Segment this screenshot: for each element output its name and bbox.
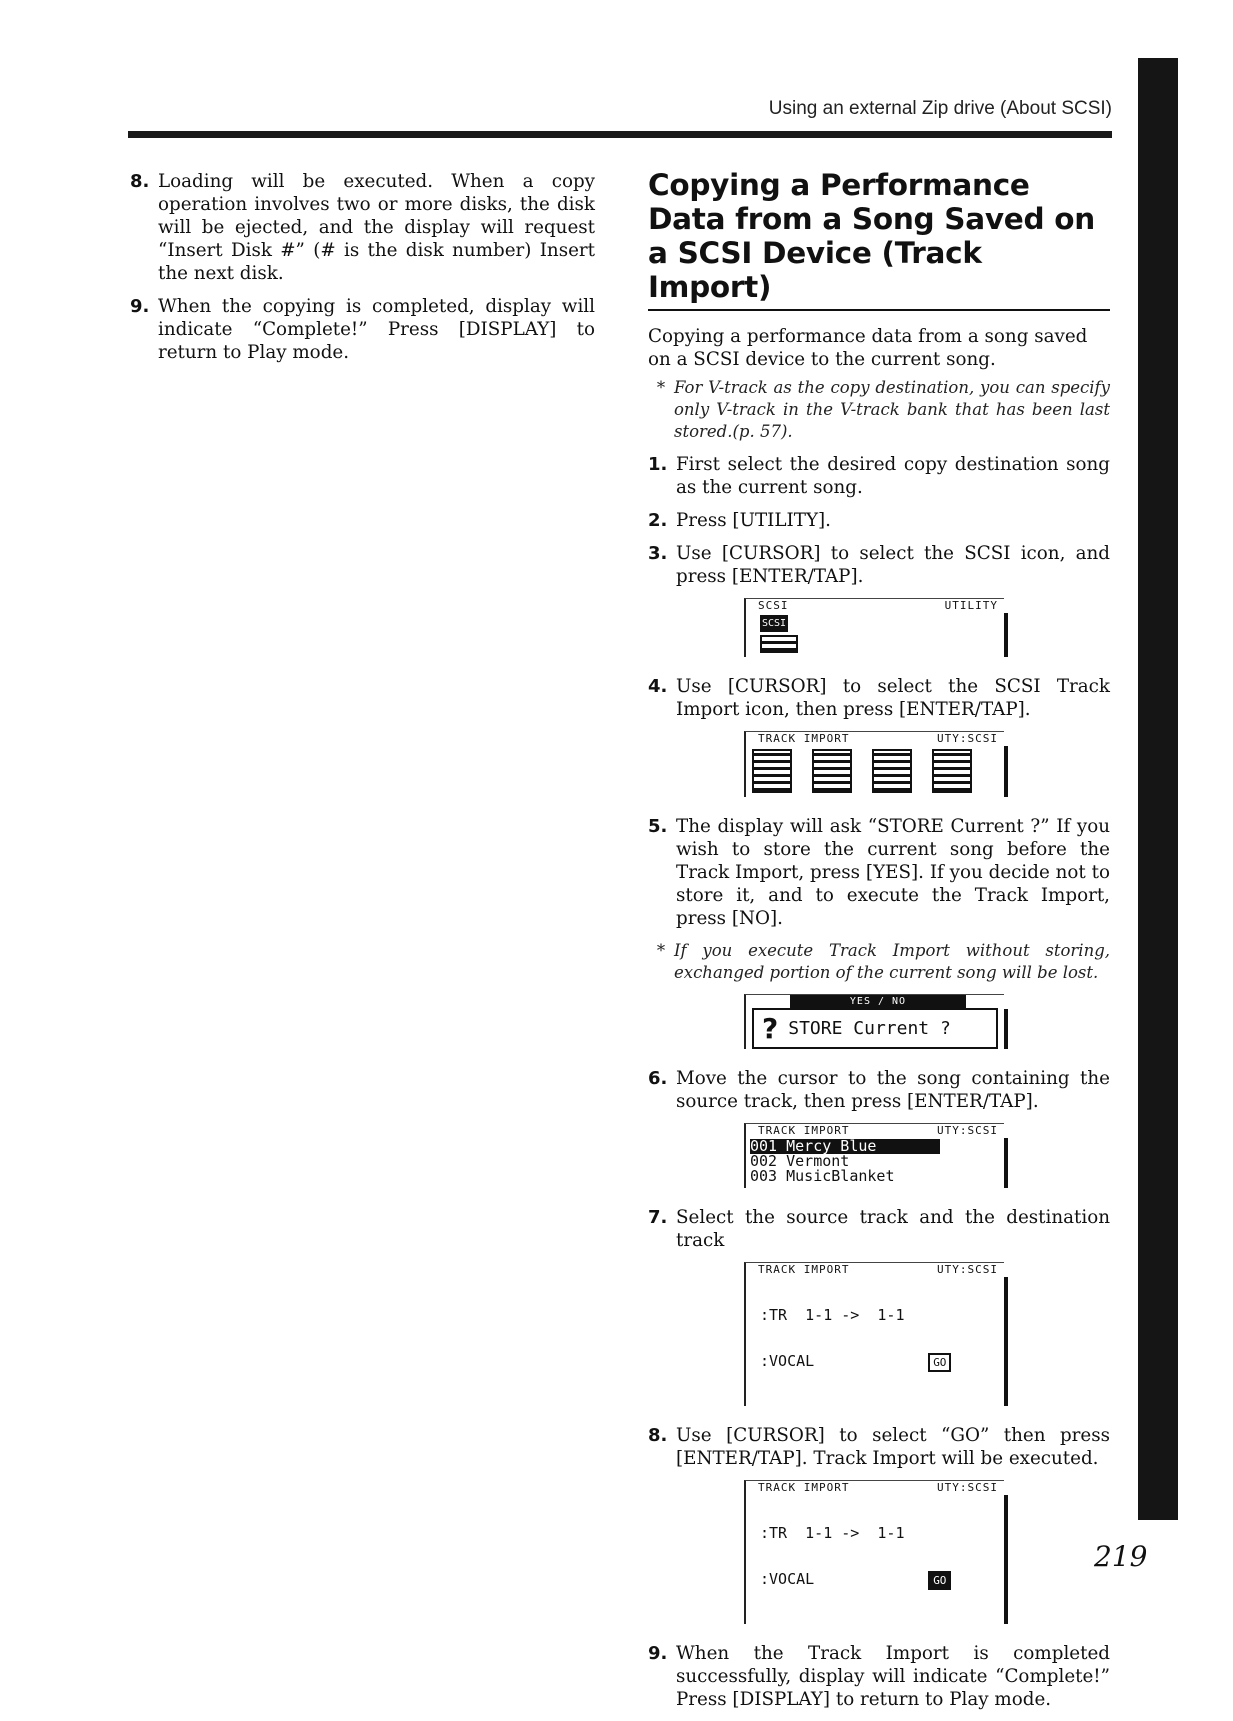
step-text: Use [CURSOR] to select the SCSI Track Import icon, then press [ENTER/TAP].	[676, 676, 1110, 720]
scsi-icon: SCSI	[760, 615, 788, 632]
page-edge-bar	[1138, 58, 1178, 1520]
step-text: When the copying is completed, display will indicate “Complete!” Press [DISPLAY] to return to Play mode.	[158, 296, 595, 363]
section-intro: Copying a performance data from a song saved on a SCSI device to the current song.	[648, 326, 1088, 370]
store-dialog-box	[752, 1008, 998, 1049]
lcd-right-label: UTY:SCSI	[937, 1263, 998, 1276]
asterisk-icon: *	[656, 378, 666, 397]
lcd-header	[746, 732, 1004, 745]
song-row	[750, 1169, 996, 1184]
note-vtrack	[648, 377, 1110, 443]
step-text: Select the source track and the destination track	[676, 1207, 1110, 1251]
lcd-header	[746, 599, 1004, 612]
step-text: Use [CURSOR] to select “GO” then press [ENTER/TAP]. Track Import will be executed.	[676, 1425, 1110, 1469]
go-button-selected: GO	[928, 1571, 951, 1590]
step-number: 6.	[648, 1068, 668, 1089]
step-3	[648, 542, 1110, 588]
lcd-utility-body	[746, 612, 1004, 657]
step-text: The display will ask “STORE Current ?” If you wish to store the current song before the Track Import, press [YES]. If you decide not to store it, and to execute the Track Import, press [NO].	[676, 816, 1110, 929]
song-number: 001	[750, 1137, 778, 1155]
step-number: 9.	[648, 1643, 668, 1664]
step-9-right	[648, 1642, 1110, 1711]
asterisk-icon: *	[656, 941, 666, 960]
step-number: 8.	[648, 1425, 668, 1446]
step-number: 1.	[648, 454, 668, 475]
song-name: Vermont	[786, 1152, 850, 1170]
disk-icon	[872, 749, 912, 793]
lcd-left-label: TRACK IMPORT	[758, 1124, 850, 1137]
left-column	[130, 170, 595, 374]
step-number: 3.	[648, 543, 668, 564]
part-line	[760, 1353, 996, 1372]
track-line: :TR 1-1 -> 1-1	[760, 1306, 905, 1324]
step-2	[648, 509, 1110, 532]
step-5	[648, 815, 1110, 930]
step-text: Move the cursor to the song containing the source track, then press [ENTER/TAP].	[676, 1068, 1110, 1112]
track-import-icon	[752, 749, 792, 793]
lcd-left-label: SCSI	[758, 599, 789, 612]
note-text: If you execute Track Import without storing, exchanged portion of the current song will be lost.	[674, 941, 1110, 982]
part-name: :VOCAL	[760, 1352, 815, 1370]
lcd-header	[746, 1263, 1004, 1276]
lcd-right-label: UTY:SCSI	[937, 1481, 998, 1494]
step-1	[648, 453, 1110, 499]
lcd-header	[746, 995, 1004, 1008]
step-text: First select the desired copy destination song as the current song.	[676, 454, 1110, 498]
lcd-right-label: UTY:SCSI	[937, 1124, 998, 1137]
lcd-store-dialog	[744, 994, 1004, 1049]
header-rule	[128, 131, 1112, 138]
running-header: Using an external Zip drive (About SCSI)	[768, 98, 1112, 119]
lcd-track-import-icons	[744, 731, 1004, 797]
lcd-utility-screen	[744, 598, 1004, 657]
page-number: 219	[1094, 1540, 1148, 1573]
step-text: Loading will be executed. When a copy operation involves two or more disks, the disk will be ejected, and the display will request “Insert Disk #” (# is the disk number) Insert the next disk.	[158, 171, 595, 284]
drive-icon	[932, 749, 972, 793]
question-icon: ?	[762, 1012, 779, 1045]
step-9-left	[130, 295, 595, 364]
lcd-song-list	[744, 1123, 1004, 1188]
song-import-icon	[812, 749, 852, 793]
step-8-right	[648, 1424, 1110, 1470]
step-number: 9.	[130, 296, 150, 317]
song-name: Mercy Blue	[786, 1137, 877, 1155]
lcd-left-label: TRACK IMPORT	[758, 732, 850, 745]
lcd-left-label: TRACK IMPORT	[758, 1481, 850, 1494]
note-text: For V-track as the copy destination, you can specify only V-track in the V-track bank that has been last stored.(p. 57).	[674, 378, 1110, 441]
step-8-left	[130, 170, 595, 285]
step-number: 2.	[648, 510, 668, 531]
step-text: Use [CURSOR] to select the SCSI icon, and press [ENTER/TAP].	[676, 543, 1110, 587]
step-text: Press [UTILITY].	[676, 510, 831, 531]
step-4	[648, 675, 1110, 721]
track-line: :TR 1-1 -> 1-1	[760, 1524, 905, 1542]
note-store	[648, 940, 1110, 984]
step-number: 8.	[130, 171, 150, 192]
lcd-right-label: UTY:SCSI	[937, 732, 998, 745]
track-go-body	[746, 1494, 1004, 1624]
lcd-right-label: UTILITY	[944, 599, 998, 612]
step-number: 4.	[648, 676, 668, 697]
icon-row	[746, 745, 1004, 797]
part-name: :VOCAL	[760, 1570, 815, 1588]
right-column	[648, 168, 1110, 1721]
yes-no-prompt: YES / NO	[790, 995, 966, 1008]
lcd-track-select	[744, 1262, 1004, 1406]
lcd-header	[746, 1481, 1004, 1494]
lcd-header	[746, 1124, 1004, 1137]
drive-icon	[760, 635, 798, 653]
song-number: 002	[750, 1152, 778, 1170]
step-text: When the Track Import is completed successfully, display will indicate “Complete!” Press [DISPLAY] to return to Play mode.	[676, 1643, 1110, 1710]
step-number: 5.	[648, 816, 668, 837]
song-number: 003	[750, 1167, 778, 1185]
store-message: STORE Current ?	[788, 1018, 951, 1039]
part-line	[760, 1571, 996, 1590]
step-7	[648, 1206, 1110, 1252]
lcd-track-go	[744, 1480, 1004, 1624]
step-number: 7.	[648, 1207, 668, 1228]
section-title: Copying a Performance Data from a Song Saved on a SCSI Device (Track Import)	[648, 168, 1110, 311]
go-button: GO	[928, 1353, 951, 1372]
step-6	[648, 1067, 1110, 1113]
song-list	[746, 1137, 1004, 1188]
song-name: MusicBlanket	[786, 1167, 895, 1185]
track-select-body	[746, 1276, 1004, 1406]
lcd-left-label: TRACK IMPORT	[758, 1263, 850, 1276]
